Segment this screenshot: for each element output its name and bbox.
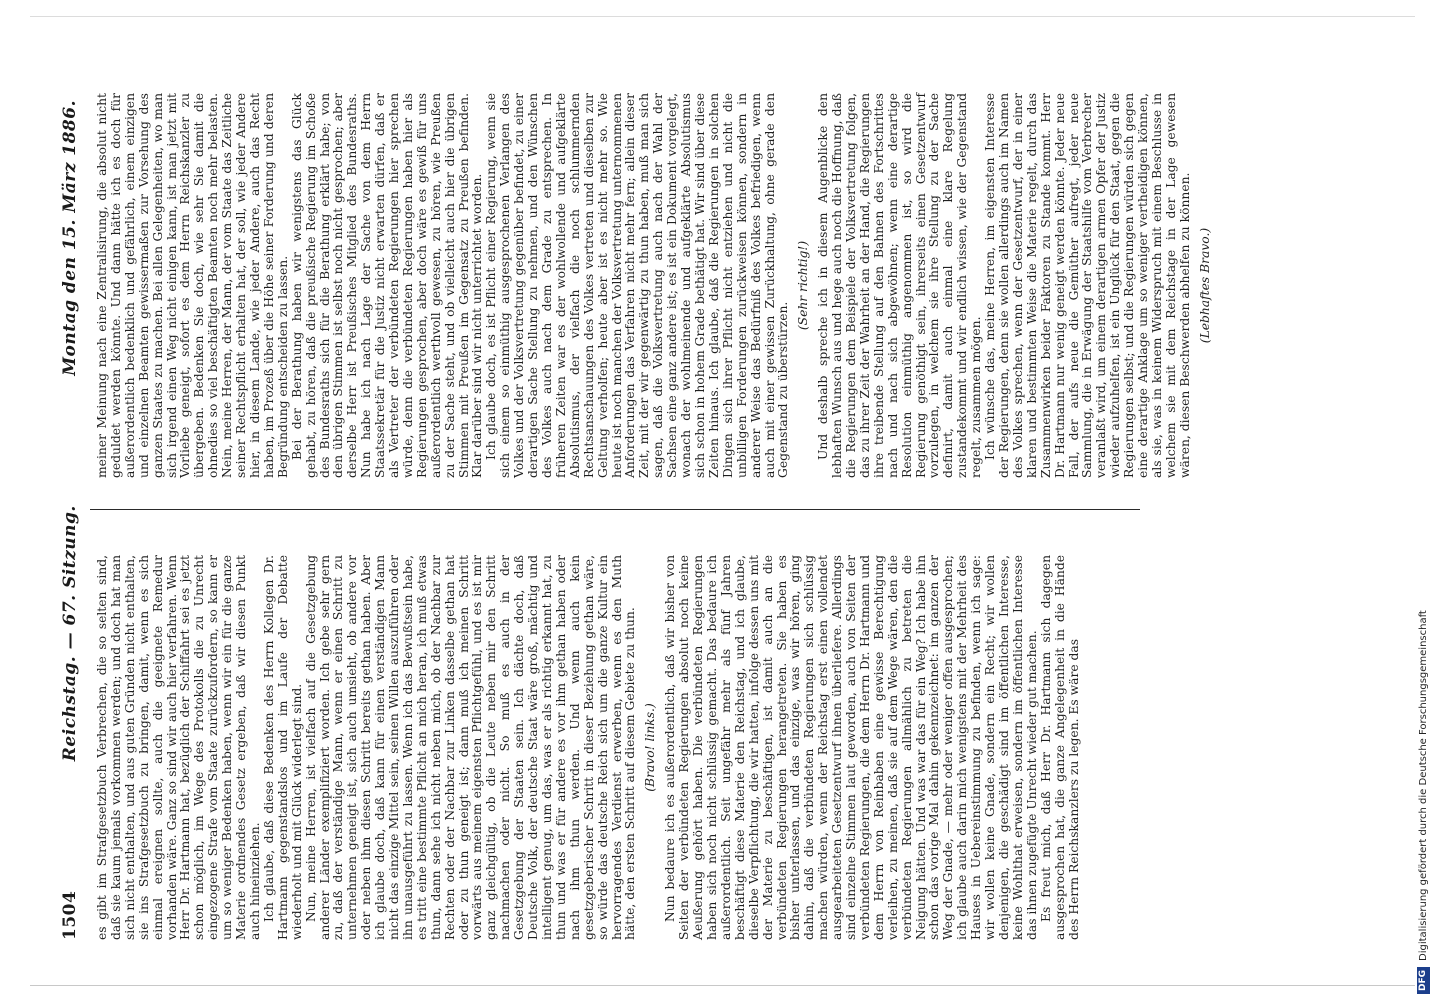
- left-column: [96, 555, 1081, 940]
- paragraph: Ich glaube, daß diese Bedenken des Herrn Kollegen Dr. Hartmann gegenstandslos und im Laufe der Debatte wiederholt und mit Glück widerlegt sind.: [261, 555, 304, 940]
- page-number: 1504: [60, 890, 80, 940]
- applause-note: (Bravo! links.): [643, 703, 658, 792]
- paragraph: Bei der Berathung haben wir wenigstens das Glück gehabt, zu hören, daß die preußische Regierung im Schoße des Bundesraths sich für die Berathung erklärt habe; von den übrigen Stimmen ist selbst noch nicht gesprochen; aber derselbe Herr ist Preußisches Mitglied des Bundesraths. Nun habe ich nach Lage der Sache von dem Herrn Staatssekretär für die Justiz nicht erwarten dürfen, daß er als Vertreter der verbündeten Regierungen hier sprechen würde, denn die verbündeten Regierungen haben hier als Regierungen gesprochen, aber doch wäre es gewiß für uns außerordentlich werthvoll gewesen, zu hören, wie Preußen zu der Sache steht, und ob vielleicht auch hier die übrigen Stimmen mit Preußen im Gegensatz zu Preußen befinden. Klar darüber sind wir nicht unterrichtet worden.: [289, 93, 485, 478]
- right-column: [96, 93, 1219, 478]
- credit-text: Digitalisierung gefördert durch die Deutsche Forschungsgemeinschaft: [1418, 610, 1429, 961]
- paragraph: Es freut mich, daß Herr Dr. Hartmann sich dagegen ausgesprochen hat, die ganze Angelegenheit in die Hände des Herrn Reichskanzlers zu legen. Es wäre das: [1038, 555, 1081, 940]
- page-header: [60, 100, 90, 940]
- paragraph: es gibt im Strafgesetzbuch Verbrechen, die so selten sind, daß sie kaum jemals vorkommen werden; und doch hat man sich nicht enthalten, und aus guten Gründen nicht enthalten, sie ins Strafgesetzbuch zu bringen, damit, wenn es sich einmal ereignen sollte, auch die geeignete Remedur vorhanden wäre. Ganz so sind wir auch hier verfahren. Wenn Herr Dr. Hartmann hat, bezüglich der Schiffahrt sei es jetzt schon möglich, im Wege des Protokolls die zu Unrecht eingezogene Strafe vom Staate zurückzufordern, so kann er um so weniger Bedenken haben, wenn wir ein für die ganze Materie ordnendes Gesetz ergeben, daß wir diesen Punkt auch hineinziehen.: [95, 555, 262, 940]
- paragraph: Nun, meine Herren, ist vielfach auf die Gesetzgebung anderer Länder exemplifiziert worden. Ich gebe sehr gern zu, daß der verständige Mann, wenn er einen Schritt zu unternehmen geneigt ist, sich auch umsieht, ob andere vor oder neben ihm diesen Schritt bereits gethan haben. Aber ich glaube doch, daß kann für einen verständigen Mann nicht das einzige Mittel sein, seinen Willen auszuführen oder ihn unausgeführt zu lassen. Wenn ich das Bewußtsein habe, es tritt eine bestimmte Pflicht an mich heran, ich muß etwas thun, dann sehe ich nicht neben mich, ob der Nachbar zur Rechten oder der Nachbar zur Linken dasselbe gethan hat oder zu thun geneigt ist; dann muß ich meinen Schritt vorwärts aus meinem eigensten Pflichtgefühl, und es ist mir ganz gleichgültig, ob die Leute neben mir den Schritt nachmachen oder nicht. So muß es auch in der Gesetzgebung der Staaten sein. Ich dächte doch, daß Deutsche Volk, der deutsche Staat wäre groß, mächtig und intelligent genug, um das, was er als richtig erkannt hat, zu thun und was er für andere es vor ihm gethan haben oder nach ihm thun werden. Und wenn auch kein gesetzgeberischer Schritt in dieser Beziehung gethan wäre, so würde das deutsche Reich sich um die ganze Kultur ein hervorragendes Verdienst erwerben, wenn es den Muth hätte, den ersten Schritt auf diesem Gebiete zu thun.: [303, 555, 638, 940]
- applause-note: (Lebhaftes Bravo.): [1197, 227, 1212, 344]
- session-title: Reichstag. — 67. Sitzung.: [60, 505, 80, 762]
- paragraph: Und deshalb spreche ich in diesem Augenblicke den lebhaften Wunsch aus und hege auch noch die Hoffnung, daß die Regierungen dem Beispiele der Volksvertretung folgen, das zu ihrer Zeit der Wahrheit an der Hand, die Regierungen ihre treibende Stellung auf den Bahnen des Fortschrittes nach und nach sich abgewöhnen; wenn eine derartige Resolution einmüthig angenommen ist, so wird die Regierung genöthigt sein, ihrerseits einen Gesetzentwurf vorzulegen, in welchem sie ihre Stellung zu der Sache definirt, damit auch einmal eine klare Regelung zustandekommt und wir endlich wissen, wie der Gegenstand regelt, zusammen mögen.: [816, 93, 984, 478]
- digitization-credit: [1415, 0, 1432, 1000]
- paragraph: meiner Meinung nach eine Zentralisirung, die absolut nicht geduldet werden könnte. Und dann hätte ich es doch für außerordentlich bedenklich und gefährlich, einem einzigen und einzelnen Beamten gewissermaßen zur Vorsehung des ganzen Staates zu machen. Bei allen Gelegenheiten, wo man sich irgend einen Weg nicht einigen kann, ist man jetzt mit Vorliebe geneigt, sofort es dem Herrn Reichskanzler zu übergeben. Bedenken Sie doch, wie sehr Sie damit die ohnedies so viel beschäftigten Beamten noch mehr belasten. Nein, meine Herren, der Mann, der vom Staate das Zeitliche seiner Rechtspflicht erhalten hat, der soll, wie jeder Andere hier, in diesem Lande, wie jeder Andere, auch das Recht haben, im Prozeß über die Höhe seiner Forderung und deren Begründung entscheiden zu lassen.: [95, 93, 290, 478]
- applause-note: (Sehr richtig!): [796, 240, 811, 331]
- column-divider: [90, 509, 1140, 510]
- paragraph: Ich glaube doch, es ist Pflicht einer Regierung, wenn sie sich einem so einmüthig ausgesprochenen Verlangen des Volkes und der Volksvertretung gegenüber befindet, zu einer derartigen Sache Stellung zu nehmen, und den Wünschen des Volkes auch nach dem Grade zu entsprechen. In früheren Zeiten war es der wohlwollende und aufgeklärte Absolutismus, der vielfach die noch schlummernden Rechtsanschauungen des Volkes vertreten und dieselben zur Geltung verholfen; heute aber ist es nicht mehr so. Wie heute ist noch manchen der Volksvertretung unternommenen Anforderungen das Verfahren nicht mehr fern; allein dieser Zeit, mit der wir gegenwärtig zu thun haben, muß man sich sagen, daß die Volksvertretung auch nach der Wahl der Sachsen eine ganz andere ist; es ist ein Dokument vorgelegt, wonach der wohlmeinende und aufgeklärte Absolutismus sich schon in hohem Grade bethätigt hat. Wir sind über diese Zeiten hinaus. Ich glaube, daß die Regierungen in solchen Dingen sich ihrer Pflicht nicht entziehen und nicht die unbilligen Forderungen zurückweisen können, sondern in anderer Weise das Bedürfniß des Volkes befriedigen, wenn auch mit einer gewissen Zurückhaltung, ohne gerade den Gegenstand zu überstürzen.: [484, 93, 791, 478]
- dfg-logo: DFG: [1417, 967, 1430, 994]
- paragraph: Ich wünsche das, meine Herren, im eigensten Interesse der Regierungen, denn sie wollen allerdings auch im Namen des Volkes sprechen, wenn der Gesetzentwurf, der in einer klaren und bestimmten Weise die Materie regelt, durch das Zusammenwirken beider Faktoren zu Stande kommt. Herr Dr. Hartmann nur wenig geneigt werden könnte. Jeder neue Fall, der aufs neue die Gemüther aufregt, jeder neue Sammlung, die in Erwägung der Staatshilfe vom Verbrecher veranlaßt wird, um einem derartigen armen Opfer der Justiz wieder aufzuhelfen, ist ein Unglück für den Staat, gegen die Regierungen selbst; und die Regierungen würden sich gegen eine derartige Anklage um so weniger vertheidigen können, als sie, was in keinem Widerspruch mit einem Beschlusse in welchem sie mit dem Reichstage in der Lage gewesen wären, diesen Beschwerden abhelfen zu können.: [983, 93, 1192, 478]
- session-date: Montag den 15. März 1886.: [60, 100, 80, 376]
- paragraph: Nun bedaure ich es außerordentlich, daß wir bisher von Seiten der verbündeten Regierungen absolut noch keine Aeußerung gehört haben. Die verbündeten Regierungen haben sich noch nicht schlüssig gemacht. Das bedaure ich außerordentlich. Seit ungefähr mehr als fünf Jahren beschäftigt diese Materie den Reichstag, und ich glaube, dieselbe Verpflichtung, die wir hatten, infolge dessen uns mit der Materie zu beschäftigen, ist damit auch an die verbündeten Regierungen herangetreten. Sie haben es bisher unterlassen, und das einzige, was wir hören, ging dahin, daß die verbündeten Regierungen sich schlüssig machen würden, wenn der Reichstag erst einen vollendet ausgearbeiteten Gesetzentwurf ihnen überliefere. Allerdings sind einzelne Stimmen laut geworden, auch von Seiten der verbündeten Regierungen, die dem Herrn Dr. Hartmann und dem Herrn von Reinbaben eine gewisse Berechtigung verleihen, zu meinen, daß sie auf dem Wege wären, den die verbündeten Regierungen allmählich zu betreten die Neigung hätten. Und was war das für ein Weg? Ich habe ihn schon das vorige Mal dahin gekennzeichnet: im ganzen der Weg der Gnade, — mehr oder weniger offen ausgesprochen; ich glaube auch darin mich wenigstens mit der Mehrheit des Hauses in Uebereinstimmung zu befinden, wenn ich sage: wir wollen keine Gnade, sondern ein Recht; wir wollen denjenigen, die geschädigt sind im öffentlichen Interesse, keine Wohlthat erweisen, sondern im öffentlichen Interesse das ihnen zugefügte Unrecht wieder gut machen.: [663, 555, 1039, 940]
